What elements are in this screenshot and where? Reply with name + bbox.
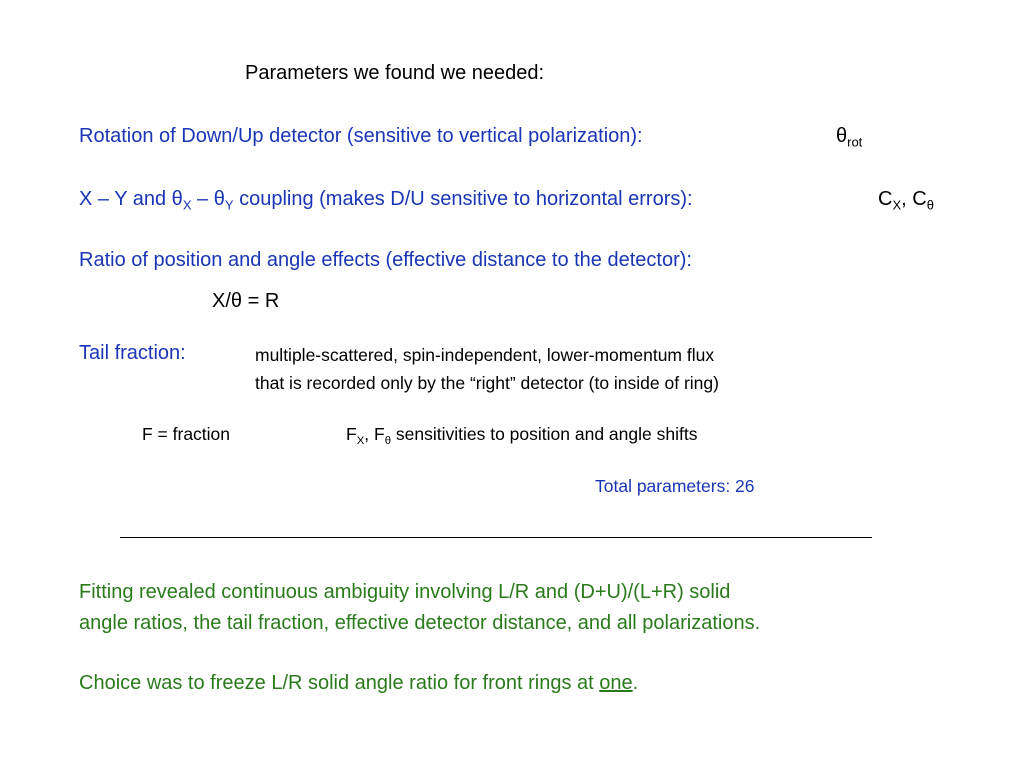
choice-text-main: Choice was to freeze L/R solid angle ratio for front rings at [79, 672, 600, 694]
coupling-label-part2: – θ [191, 188, 225, 210]
ratio-formula: X/θ = R [212, 290, 280, 312]
coupling-symbol-sub1: X [892, 197, 902, 213]
tail-fraction-description [255, 341, 719, 397]
sensitivities-part1: F [346, 424, 357, 444]
fitting-ambiguity-text [79, 577, 760, 639]
sensitivities-sub2: θ [384, 434, 392, 447]
sensitivities-sub1: X [356, 434, 365, 447]
sensitivities-part2: , F [364, 424, 385, 444]
sensitivities-part3: sensitivities to position and angle shifts [391, 424, 698, 444]
tail-fraction-label: Tail fraction: [79, 342, 186, 364]
coupling-symbol-part1: C [878, 188, 893, 210]
sensitivities-definition [346, 424, 697, 445]
coupling-symbol-part2: , C [901, 188, 927, 210]
tail-description-line1: multiple-scattered, spin-independent, lower-momentum flux [255, 345, 715, 365]
fraction-definition: F = fraction [142, 424, 231, 444]
total-parameters-note: Total parameters: 26 [595, 476, 755, 496]
tail-description-line2: that is recorded only by the “right” detector (to inside of ring) [255, 373, 719, 393]
coupling-label-sub1: X [182, 197, 192, 213]
choice-text [79, 672, 638, 695]
coupling-label-part1: X – Y and θ [79, 188, 183, 210]
rotation-parameter-symbol [836, 125, 862, 148]
fitting-text-line2: angle ratios, the tail fraction, effective detector distance, and all polarizations. [79, 612, 761, 634]
choice-underlined-word: one [599, 672, 633, 694]
rot-subscript: rot [847, 134, 863, 150]
horizontal-divider [120, 537, 872, 538]
coupling-symbol-sub2: θ [926, 197, 934, 213]
ratio-parameter-label: Ratio of position and angle effects (effective distance to the detector): [79, 249, 692, 271]
coupling-parameter-symbol [878, 188, 934, 211]
choice-text-end: . [632, 672, 639, 694]
slide-heading: Parameters we found we needed: [245, 62, 545, 84]
rotation-parameter-label: Rotation of Down/Up detector (sensitive to vertical polarization): [79, 125, 643, 147]
fitting-text-line1: Fitting revealed continuous ambiguity involving L/R and (D+U)/(L+R) solid [79, 581, 731, 603]
coupling-parameter-label [79, 188, 693, 211]
theta-symbol: θ [836, 125, 848, 147]
coupling-label-sub2: Y [224, 197, 234, 213]
coupling-label-part3: coupling (makes D/U sensitive to horizontal errors): [233, 188, 693, 210]
